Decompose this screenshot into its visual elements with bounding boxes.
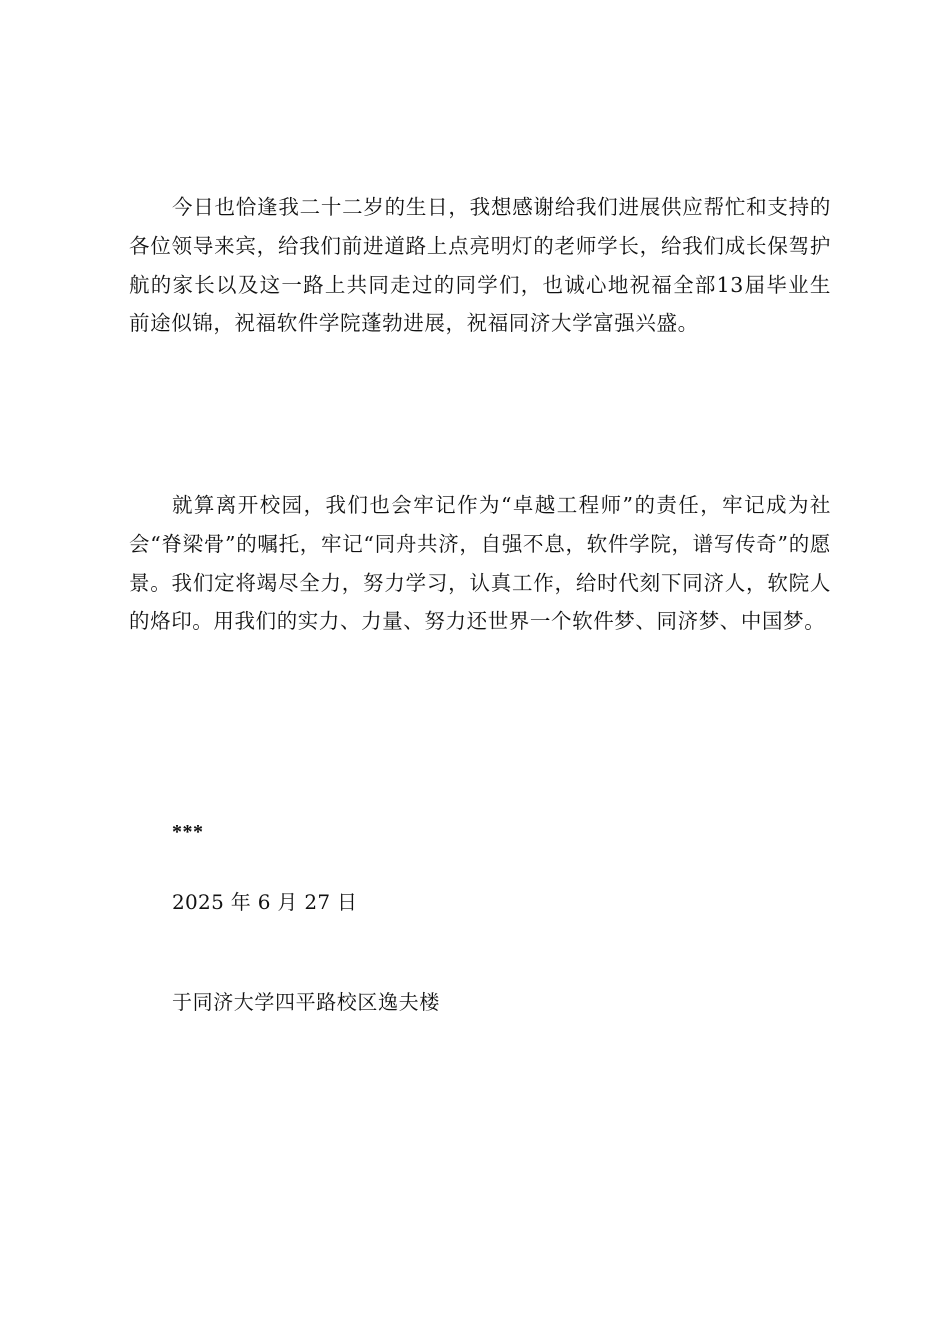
signature-date: 2025 年 6 月 27 日 — [172, 890, 358, 914]
paragraph-birthday-thanks: 今日也恰逢我二十二岁的生日，我想感谢给我们进展供应帮忙和支持的各位领导来宾，给我们前进道路上点亮明灯的老师学长，给我们成长保驾护航的家长以及这一路上共同走过的同学们，也诚心地祝福全部13届毕业生前途似锦，祝福软件学院蓬勃进展，祝福同济大学富强兴盛。 — [129, 195, 831, 336]
section-separator: *** — [172, 821, 204, 843]
signature-place: 于同济大学四平路校区逸夫楼 — [172, 990, 440, 1014]
paragraph-aspirations: 就算离开校园，我们也会牢记作为“卓越工程师”的责任，牢记成为社会“脊梁骨”的嘱托，牢记“同舟共济，自强不息，软件学院，谱写传奇”的愿景。我们定将竭尽全力，努力学习，认真工作，给时代刻下同济人，软院人的烙印。用我们的实力、力量、努力还世界一个软件梦、同济梦、中国梦。 — [129, 493, 831, 634]
